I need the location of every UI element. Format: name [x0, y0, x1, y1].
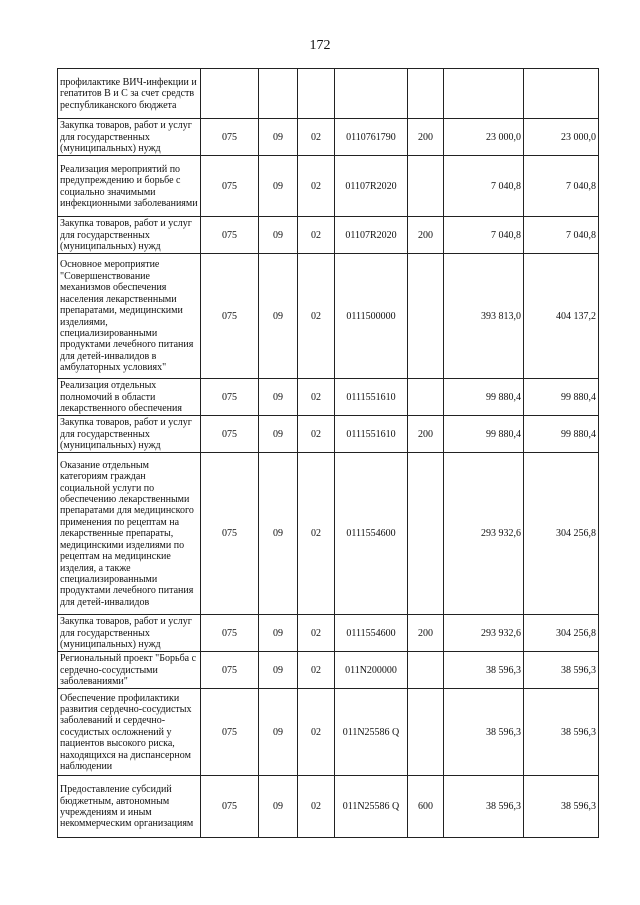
- section-code: 09: [259, 652, 298, 689]
- subsection-code: [298, 69, 335, 119]
- target-code: 01107R2020: [335, 156, 408, 217]
- amount-year-2: 38 596,3: [524, 689, 599, 776]
- expense-type-code: 200: [408, 217, 444, 254]
- amount-year-1: 38 596,3: [444, 652, 524, 689]
- item-name: профилактике ВИЧ-инфекции и гепатитов B и C за счет средств республиканского бюджета: [58, 69, 201, 119]
- expense-type-code: [408, 689, 444, 776]
- item-name: Предоставление субсидий бюджетным, автономным учреждениям и иным некоммерческим организациям: [58, 776, 201, 838]
- target-code: 0111554600: [335, 615, 408, 652]
- ministry-code: 075: [201, 379, 259, 416]
- target-code: 011N200000: [335, 652, 408, 689]
- subsection-code: 02: [298, 254, 335, 379]
- ministry-code: 075: [201, 416, 259, 453]
- table-row: [58, 615, 599, 652]
- target-code: 011N25586 Q: [335, 689, 408, 776]
- expense-type-code: 200: [408, 615, 444, 652]
- section-code: 09: [259, 416, 298, 453]
- expense-type-code: [408, 156, 444, 217]
- table-row: [58, 453, 599, 615]
- table-row: [58, 69, 599, 119]
- ministry-code: 075: [201, 217, 259, 254]
- amount-year-1: 293 932,6: [444, 615, 524, 652]
- amount-year-1: 99 880,4: [444, 379, 524, 416]
- ministry-code: 075: [201, 689, 259, 776]
- target-code: 01107R2020: [335, 217, 408, 254]
- section-code: 09: [259, 119, 298, 156]
- subsection-code: 02: [298, 156, 335, 217]
- table-row: [58, 379, 599, 416]
- section-code: 09: [259, 379, 298, 416]
- target-code: 0111554600: [335, 453, 408, 615]
- amount-year-2: 304 256,8: [524, 615, 599, 652]
- ministry-code: 075: [201, 652, 259, 689]
- target-code: 0111551610: [335, 416, 408, 453]
- expense-type-code: [408, 379, 444, 416]
- ministry-code: [201, 69, 259, 119]
- ministry-code: 075: [201, 453, 259, 615]
- expense-type-code: [408, 254, 444, 379]
- target-code: [335, 69, 408, 119]
- amount-year-1: 99 880,4: [444, 416, 524, 453]
- table-row: [58, 254, 599, 379]
- item-name: Закупка товаров, работ и услуг для государственных (муниципальных) нужд: [58, 217, 201, 254]
- table-row: [58, 689, 599, 776]
- amount-year-1: 38 596,3: [444, 689, 524, 776]
- page-number: 172: [309, 38, 331, 53]
- item-name: Реализация отдельных полномочий в области лекарственного обеспечения: [58, 379, 201, 416]
- subsection-code: 02: [298, 379, 335, 416]
- expense-type-code: 200: [408, 119, 444, 156]
- ministry-code: 075: [201, 156, 259, 217]
- section-code: [259, 69, 298, 119]
- table-row: [58, 119, 599, 156]
- section-code: 09: [259, 217, 298, 254]
- section-code: 09: [259, 615, 298, 652]
- expense-type-code: 200: [408, 416, 444, 453]
- amount-year-2: 304 256,8: [524, 453, 599, 615]
- amount-year-1: 393 813,0: [444, 254, 524, 379]
- amount-year-2: 404 137,2: [524, 254, 599, 379]
- section-code: 09: [259, 689, 298, 776]
- expense-type-code: [408, 69, 444, 119]
- amount-year-1: 7 040,8: [444, 217, 524, 254]
- target-code: 011N25586 Q: [335, 776, 408, 838]
- amount-year-2: 38 596,3: [524, 652, 599, 689]
- item-name: Основное мероприятие "Совершенствование механизмов обеспечения населения лекарственными препаратами, медицинскими изделиями, специализированными продуктами лечебного питания для детей-инвалидов в амбулаторных условиях": [58, 254, 201, 379]
- target-code: 0110761790: [335, 119, 408, 156]
- amount-year-1: [444, 69, 524, 119]
- expense-type-code: [408, 652, 444, 689]
- subsection-code: 02: [298, 615, 335, 652]
- amount-year-2: [524, 69, 599, 119]
- ministry-code: 075: [201, 776, 259, 838]
- table-row: [58, 416, 599, 453]
- item-name: Закупка товаров, работ и услуг для государственных (муниципальных) нужд: [58, 615, 201, 652]
- subsection-code: 02: [298, 453, 335, 615]
- item-name: Реализация мероприятий по предупреждению и борьбе с социально значимыми инфекционными заболеваниями: [58, 156, 201, 217]
- amount-year-2: 7 040,8: [524, 217, 599, 254]
- item-name: Закупка товаров, работ и услуг для государственных (муниципальных) нужд: [58, 416, 201, 453]
- item-name: Обеспечение профилактики развития сердечно-сосудистых заболеваний и сердечно-сосудистых осложнений у пациентов высокого риска, находящихся на диспансерном наблюдении: [58, 689, 201, 776]
- ministry-code: 075: [201, 254, 259, 379]
- expense-type-code: [408, 453, 444, 615]
- section-code: 09: [259, 453, 298, 615]
- item-name: Региональный проект "Борьба с сердечно-сосудистыми заболеваниями": [58, 652, 201, 689]
- section-code: 09: [259, 156, 298, 217]
- table-row: [58, 652, 599, 689]
- amount-year-1: 293 932,6: [444, 453, 524, 615]
- table-row: [58, 156, 599, 217]
- amount-year-1: 7 040,8: [444, 156, 524, 217]
- ministry-code: 075: [201, 615, 259, 652]
- subsection-code: 02: [298, 416, 335, 453]
- subsection-code: 02: [298, 652, 335, 689]
- amount-year-1: 38 596,3: [444, 776, 524, 838]
- amount-year-2: 38 596,3: [524, 776, 599, 838]
- amount-year-1: 23 000,0: [444, 119, 524, 156]
- item-name: Закупка товаров, работ и услуг для государственных (муниципальных) нужд: [58, 119, 201, 156]
- amount-year-2: 7 040,8: [524, 156, 599, 217]
- expense-type-code: 600: [408, 776, 444, 838]
- subsection-code: 02: [298, 217, 335, 254]
- target-code: 0111500000: [335, 254, 408, 379]
- budget-table: [57, 68, 599, 838]
- target-code: 0111551610: [335, 379, 408, 416]
- section-code: 09: [259, 776, 298, 838]
- amount-year-2: 23 000,0: [524, 119, 599, 156]
- table-row: [58, 217, 599, 254]
- table-row: [58, 776, 599, 838]
- section-code: 09: [259, 254, 298, 379]
- subsection-code: 02: [298, 689, 335, 776]
- ministry-code: 075: [201, 119, 259, 156]
- amount-year-2: 99 880,4: [524, 416, 599, 453]
- amount-year-2: 99 880,4: [524, 379, 599, 416]
- subsection-code: 02: [298, 776, 335, 838]
- subsection-code: 02: [298, 119, 335, 156]
- item-name: Оказание отдельным категориям граждан социальной услуги по обеспечению лекарственными препаратами для медицинского применения по рецептам на лекарственные препараты, медицинскими изделиями по рецептам на медицинские изделия, а также специализированными продуктами лечебного питания для детей-инвалидов: [58, 453, 201, 615]
